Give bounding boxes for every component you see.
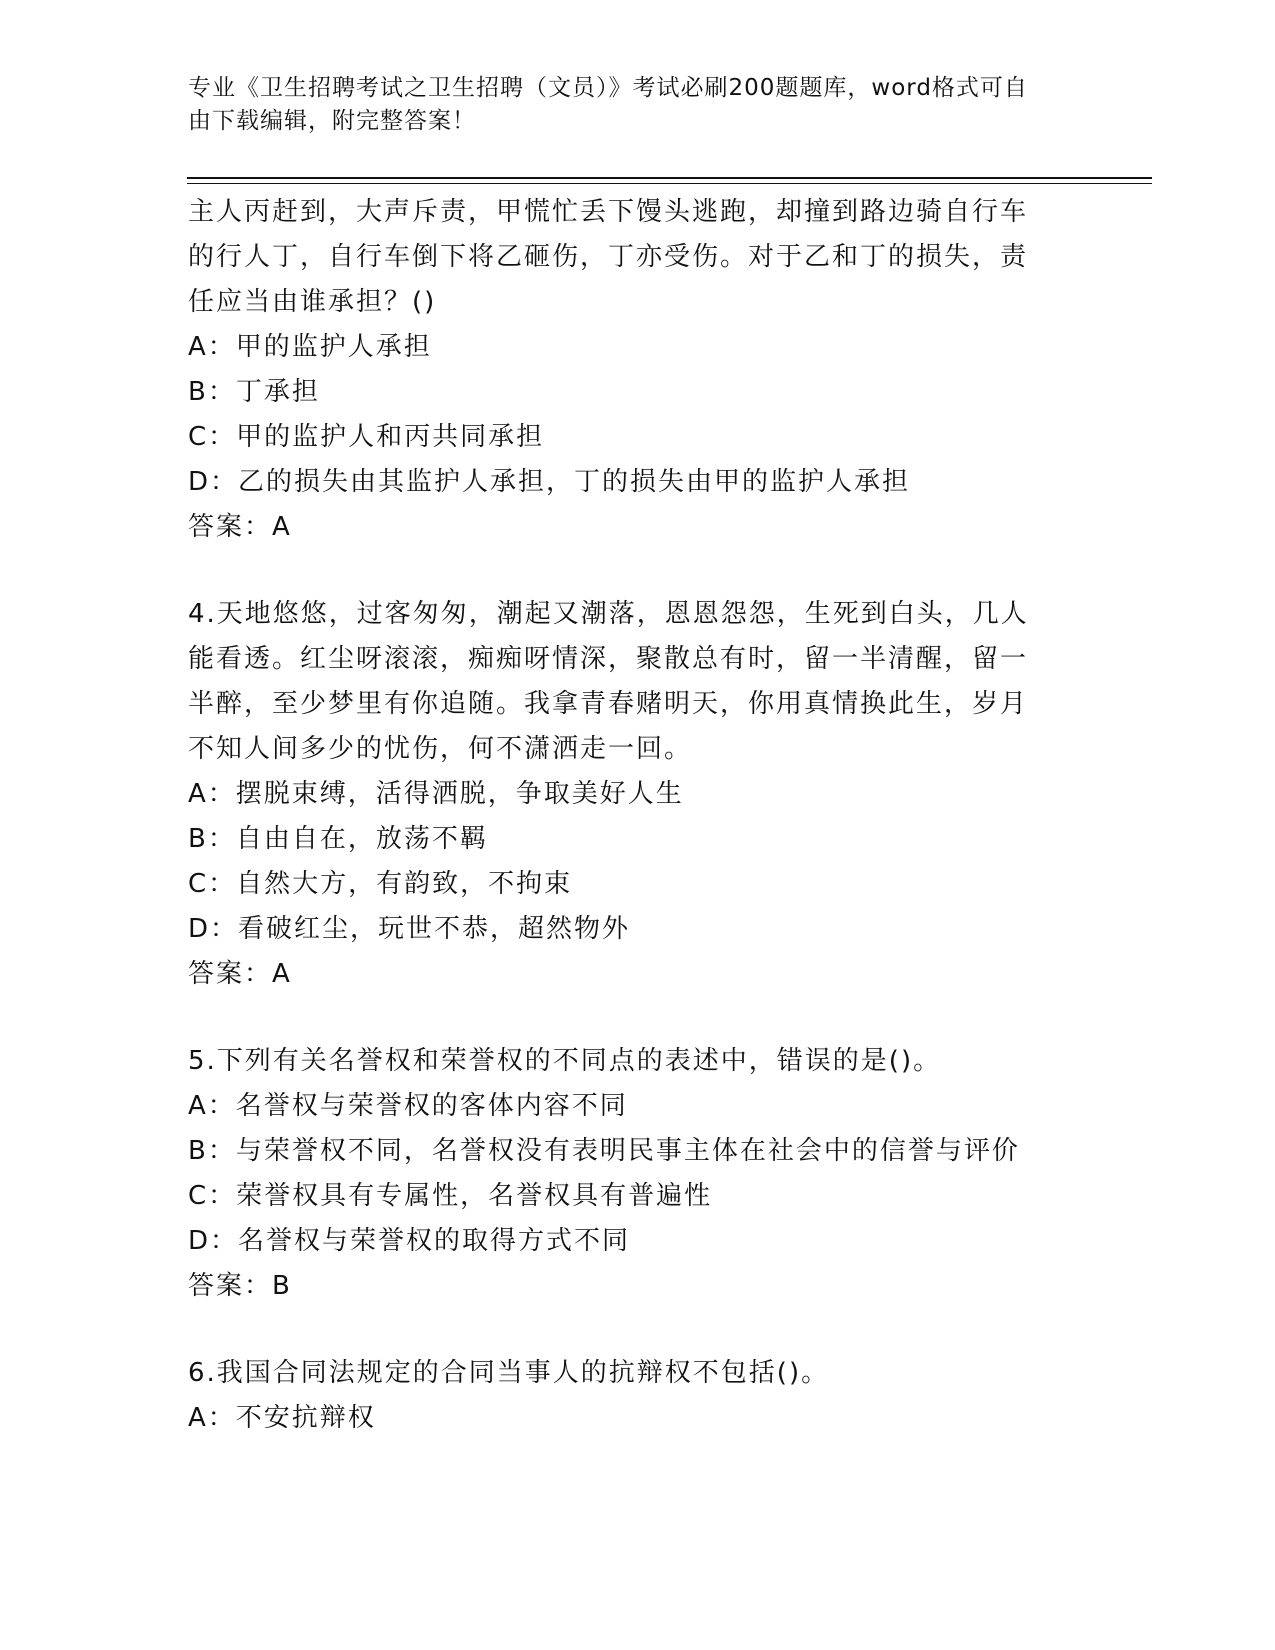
question-text-line: 能看透。红尘呀滚滚，痴痴呀情深，聚散总有时，留一半清醒，留一 — [188, 644, 1029, 674]
header-rule-thin — [187, 183, 1152, 184]
option-b: B：与荣誉权不同，名誉权没有表明民事主体在社会中的信誉与评价 — [188, 1136, 1020, 1166]
option-a: A：名誉权与荣誉权的客体内容不同 — [188, 1091, 628, 1121]
option-c: C：甲的监护人和丙共同承担 — [188, 422, 545, 452]
question-4 — [188, 592, 1108, 997]
question-text-line: 主人丙赶到，大声斥责，甲慌忙丢下馒头逃跑，却撞到路边骑自行车 — [188, 197, 1029, 227]
question-text-line: 5.下列有关名誉权和荣誉权的不同点的表述中，错误的是()。 — [188, 1046, 942, 1076]
option-b: B：丁承担 — [188, 377, 320, 407]
header-line-2: 由下载编辑，附完整答案！ — [188, 108, 476, 134]
option-d: D：名誉权与荣誉权的取得方式不同 — [188, 1226, 631, 1256]
question-6 — [188, 1351, 1108, 1441]
answer-line: 答案：A — [188, 959, 292, 989]
spacer — [188, 1309, 1108, 1351]
answer-line: 答案：B — [188, 1271, 292, 1301]
option-b: B：自由自在，放荡不羁 — [188, 824, 488, 854]
option-a: A：摆脱束缚，活得洒脱，争取美好人生 — [188, 779, 684, 809]
question-5 — [188, 1039, 1108, 1309]
question-text-line: 4.天地悠悠，过客匆匆，潮起又潮落，恩恩怨怨，生死到白头，几人 — [188, 599, 1029, 629]
option-c: C：自然大方，有韵致，不拘束 — [188, 869, 573, 899]
answer-line: 答案：A — [188, 512, 292, 542]
spacer — [188, 550, 1108, 592]
question-text-line: 不知人间多少的忧伤，何不潇洒走一回。 — [188, 734, 693, 764]
question-text-line: 任应当由谁承担？() — [188, 287, 437, 317]
question-3 — [188, 190, 1108, 550]
question-text-line: 的行人丁，自行车倒下将乙砸伤，丁亦受伤。对于乙和丁的损失，责 — [188, 242, 1029, 272]
option-d: D：看破红尘，玩世不恭，超然物外 — [188, 914, 631, 944]
option-c: C：荣誉权具有专属性，名誉权具有普遍性 — [188, 1181, 713, 1211]
option-a: A：甲的监护人承担 — [188, 332, 432, 362]
option-d: D：乙的损失由其监护人承担，丁的损失由甲的监护人承担 — [188, 467, 911, 497]
option-a: A：不安抗辩权 — [188, 1403, 376, 1433]
spacer — [188, 997, 1108, 1039]
question-text-line: 半醉，至少梦里有你追随。我拿青春赌明天，你用真情换此生，岁月 — [188, 689, 1029, 719]
question-text-line: 6.我国合同法规定的合同当事人的抗辩权不包括()。 — [188, 1358, 830, 1388]
question-list — [188, 190, 1108, 1441]
document-header — [188, 72, 1068, 138]
header-line-1: 专业《卫生招聘考试之卫生招聘（文员）》考试必刷200题题库，word格式可自 — [188, 75, 1028, 101]
header-rule-thick — [187, 177, 1152, 179]
